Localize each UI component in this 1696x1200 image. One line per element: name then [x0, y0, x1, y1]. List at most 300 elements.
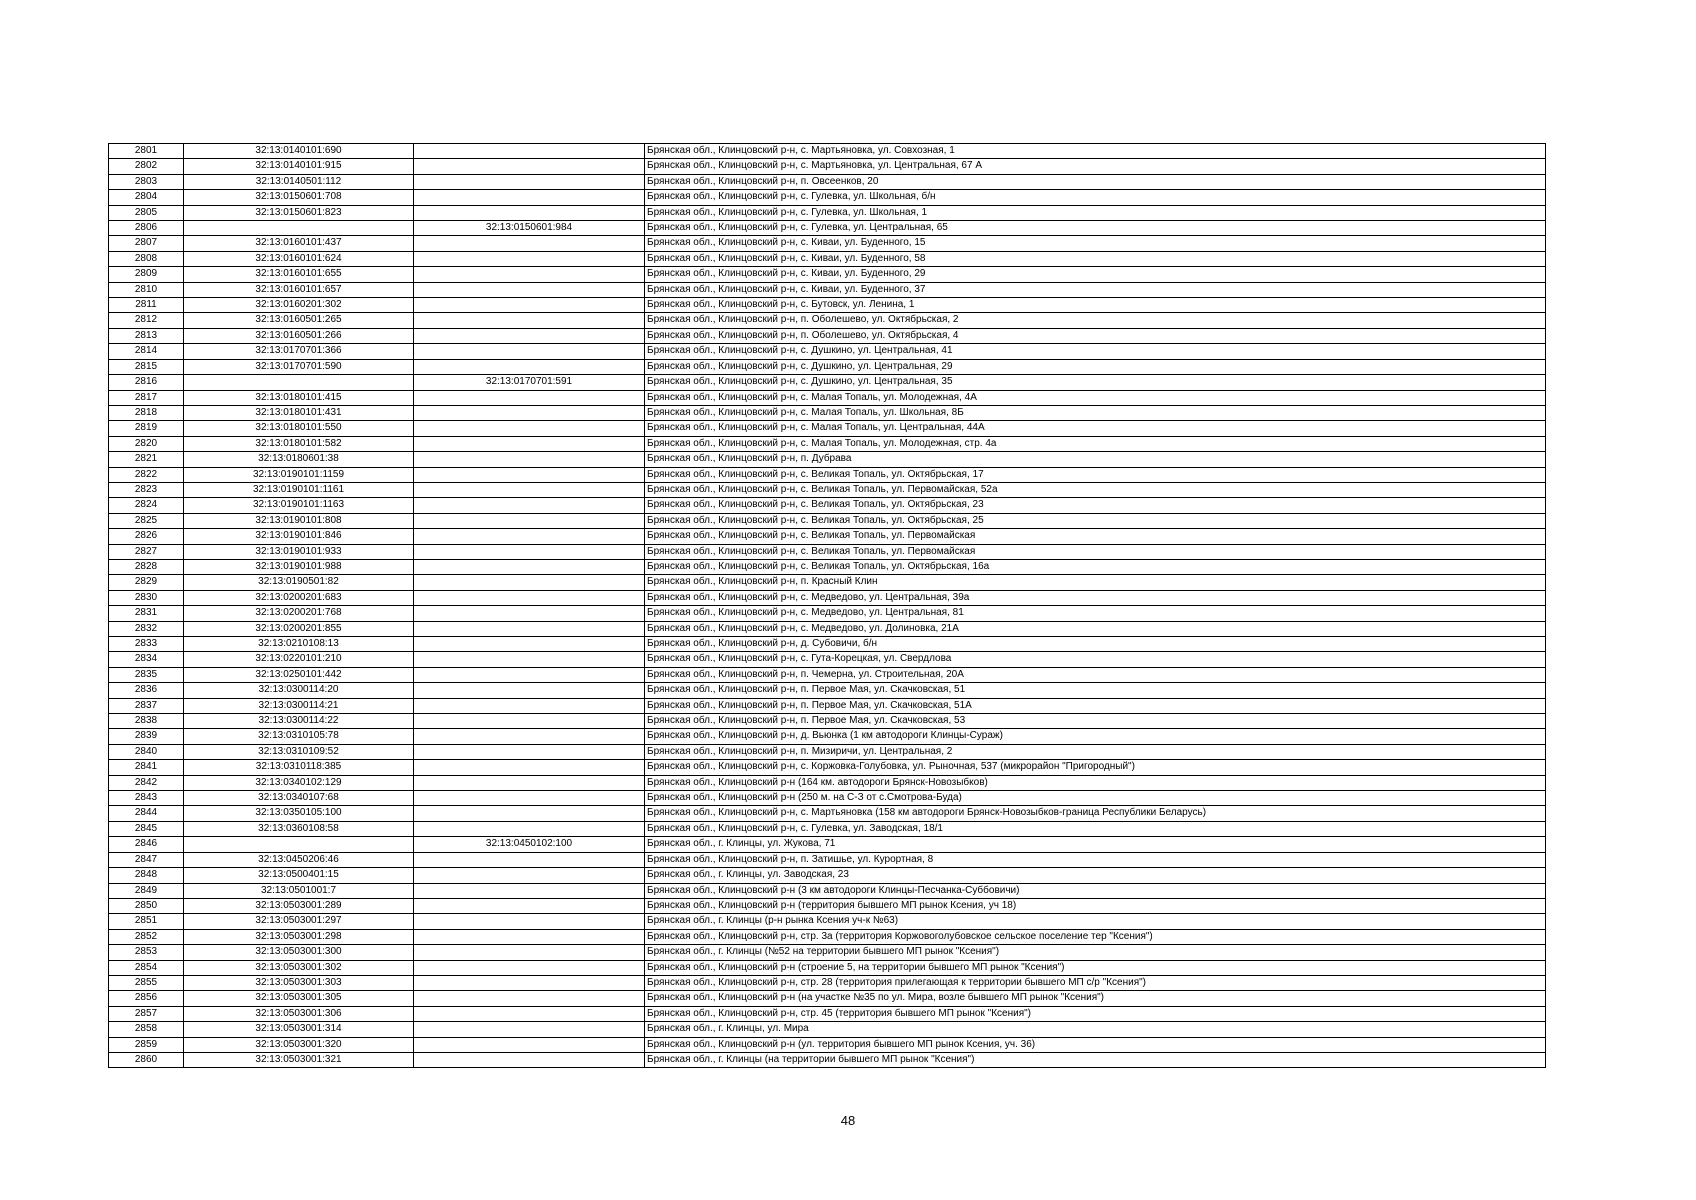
address-cell: Брянская обл., Клинцовский р-н, с. Великая Топаль, ул. Октябрьская, 17	[645, 467, 1546, 482]
cadastral-number-alt-cell	[414, 667, 645, 682]
cadastral-number-cell: 32:13:0190101:1163	[184, 498, 414, 513]
address-cell: Брянская обл., г. Клинцы, ул. Заводская, 23	[645, 868, 1546, 883]
cadastral-number-alt-cell	[414, 467, 645, 482]
table-row	[109, 637, 1546, 652]
cadastral-number-alt-cell	[414, 452, 645, 467]
row-number-cell: 2846	[109, 837, 184, 852]
address-cell: Брянская обл., Клинцовский р-н, стр. 3а (территория Коржовоголубовское сельское поселение тер "Ксения")	[645, 929, 1546, 944]
address-cell: Брянская обл., Клинцовский р-н, с. Бутовск, ул. Ленина, 1	[645, 298, 1546, 313]
cadastral-number-cell: 32:13:0210108:13	[184, 637, 414, 652]
table-row	[109, 405, 1546, 420]
cadastral-number-cell: 32:13:0340102:129	[184, 775, 414, 790]
row-number-cell: 2809	[109, 267, 184, 282]
cadastral-number-cell: 32:13:0150601:708	[184, 190, 414, 205]
row-number-cell: 2811	[109, 298, 184, 313]
cadastral-number-alt-cell	[414, 945, 645, 960]
cadastral-number-cell: 32:13:0180101:550	[184, 421, 414, 436]
table-row	[109, 190, 1546, 205]
table-row	[109, 837, 1546, 852]
cadastral-number-cell: 32:13:0170701:366	[184, 344, 414, 359]
cadastral-number-alt-cell	[414, 821, 645, 836]
address-cell: Брянская обл., Клинцовский р-н, п. Дубрава	[645, 452, 1546, 467]
table-row	[109, 498, 1546, 513]
cadastral-number-alt-cell	[414, 729, 645, 744]
address-cell: Брянская обл., Клинцовский р-н, с. Великая Топаль, ул. Октябрьская, 23	[645, 498, 1546, 513]
cadastral-number-alt-cell	[414, 328, 645, 343]
cadastral-number-alt-cell	[414, 1022, 645, 1037]
cadastral-number-alt-cell: 32:13:0170701:591	[414, 375, 645, 390]
cadastral-number-cell: 32:13:0503001:320	[184, 1037, 414, 1052]
address-cell: Брянская обл., Клинцовский р-н, с. Гулевка, ул. Центральная, 65	[645, 221, 1546, 236]
row-number-cell: 2855	[109, 975, 184, 990]
table-row	[109, 606, 1546, 621]
address-cell: Брянская обл., Клинцовский р-н, с. Киваи, ул. Буденного, 15	[645, 236, 1546, 251]
table-row	[109, 375, 1546, 390]
cadastral-number-alt-cell	[414, 775, 645, 790]
row-number-cell: 2845	[109, 821, 184, 836]
cadastral-number-cell: 32:13:0160101:437	[184, 236, 414, 251]
cadastral-number-alt-cell	[414, 621, 645, 636]
address-cell: Брянская обл., Клинцовский р-н, с. Киваи, ул. Буденного, 37	[645, 282, 1546, 297]
address-cell: Брянская обл., Клинцовский р-н, с. Малая Топаль, ул. Школьная, 8Б	[645, 405, 1546, 420]
address-cell: Брянская обл., Клинцовский р-н, п. Чемерна, ул. Строительная, 20А	[645, 667, 1546, 682]
cadastral-number-alt-cell	[414, 575, 645, 590]
address-cell: Брянская обл., Клинцовский р-н, с. Душкино, ул. Центральная, 35	[645, 375, 1546, 390]
cadastral-number-alt-cell	[414, 359, 645, 374]
table-row	[109, 991, 1546, 1006]
cadastral-number-cell: 32:13:0503001:302	[184, 960, 414, 975]
address-cell: Брянская обл., Клинцовский р-н, с. Гулевка, ул. Школьная, б/н	[645, 190, 1546, 205]
address-cell: Брянская обл., Клинцовский р-н, с. Малая Топаль, ул. Центральная, 44А	[645, 421, 1546, 436]
row-number-cell: 2840	[109, 744, 184, 759]
table-row	[109, 652, 1546, 667]
row-number-cell: 2857	[109, 1006, 184, 1021]
cadastral-number-alt-cell	[414, 791, 645, 806]
cadastral-number-cell: 32:13:0180601:38	[184, 452, 414, 467]
address-cell: Брянская обл., Клинцовский р-н, с. Гулевка, ул. Школьная, 1	[645, 205, 1546, 220]
cadastral-number-cell: 32:13:0300114:20	[184, 683, 414, 698]
table-row	[109, 421, 1546, 436]
cadastral-number-alt-cell	[414, 544, 645, 559]
cadastral-number-alt-cell	[414, 868, 645, 883]
cadastral-number-cell: 32:13:0500401:15	[184, 868, 414, 883]
table-row	[109, 544, 1546, 559]
cadastral-number-alt-cell	[414, 1052, 645, 1067]
cadastral-number-cell: 32:13:0220101:210	[184, 652, 414, 667]
row-number-cell: 2847	[109, 852, 184, 867]
address-cell: Брянская обл., Клинцовский р-н, с. Киваи, ул. Буденного, 58	[645, 251, 1546, 266]
cadastral-number-alt-cell	[414, 929, 645, 944]
cadastral-number-alt-cell	[414, 960, 645, 975]
cadastral-number-alt-cell	[414, 159, 645, 174]
table-row	[109, 236, 1546, 251]
cadastral-number-cell: 32:13:0200201:683	[184, 590, 414, 605]
cadastral-number-cell: 32:13:0140501:112	[184, 174, 414, 189]
cadastral-number-cell: 32:13:0180101:582	[184, 436, 414, 451]
cadastral-number-cell: 32:13:0190101:1161	[184, 482, 414, 497]
row-number-cell: 2844	[109, 806, 184, 821]
table-row	[109, 729, 1546, 744]
cadastral-number-cell: 32:13:0503001:321	[184, 1052, 414, 1067]
row-number-cell: 2823	[109, 482, 184, 497]
cadastral-number-cell: 32:13:0150601:823	[184, 205, 414, 220]
cadastral-number-alt-cell	[414, 744, 645, 759]
row-number-cell: 2822	[109, 467, 184, 482]
row-number-cell: 2805	[109, 205, 184, 220]
row-number-cell: 2819	[109, 421, 184, 436]
cadastral-number-alt-cell	[414, 1037, 645, 1052]
row-number-cell: 2814	[109, 344, 184, 359]
row-number-cell: 2812	[109, 313, 184, 328]
address-cell: Брянская обл., Клинцовский р-н, стр. 45 (территория бывшего МП рынок "Ксения")	[645, 1006, 1546, 1021]
table-row	[109, 744, 1546, 759]
cadastral-number-cell: 32:13:0160501:266	[184, 328, 414, 343]
row-number-cell: 2820	[109, 436, 184, 451]
row-number-cell: 2835	[109, 667, 184, 682]
cadastral-number-cell: 32:13:0190101:808	[184, 513, 414, 528]
address-cell: Брянская обл., Клинцовский р-н, с. Душкино, ул. Центральная, 41	[645, 344, 1546, 359]
address-cell: Брянская обл., г. Клинцы (на территории бывшего МП рынок "Ксения")	[645, 1052, 1546, 1067]
table-row	[109, 821, 1546, 836]
address-cell: Брянская обл., Клинцовский р-н (250 м. на С-З от с.Смотрова-Буда)	[645, 791, 1546, 806]
address-cell: Брянская обл., Клинцовский р-н, с. Малая Топаль, ул. Молодежная, 4А	[645, 390, 1546, 405]
row-number-cell: 2851	[109, 914, 184, 929]
cadastral-number-cell: 32:13:0503001:297	[184, 914, 414, 929]
cadastral-number-cell: 32:13:0310109:52	[184, 744, 414, 759]
table-row	[109, 898, 1546, 913]
address-cell: Брянская обл., Клинцовский р-н, п. Овсеенков, 20	[645, 174, 1546, 189]
cadastral-number-cell	[184, 837, 414, 852]
address-cell: Брянская обл., Клинцовский р-н, п. Первое Мая, ул. Скачковская, 51А	[645, 698, 1546, 713]
address-cell: Брянская обл., Клинцовский р-н, п. Первое Мая, ул. Скачковская, 53	[645, 714, 1546, 729]
row-number-cell: 2834	[109, 652, 184, 667]
table-row	[109, 436, 1546, 451]
cadastral-number-alt-cell	[414, 714, 645, 729]
address-cell: Брянская обл., Клинцовский р-н, с. Гулевка, ул. Заводская, 18/1	[645, 821, 1546, 836]
table-row	[109, 267, 1546, 282]
address-cell: Брянская обл., Клинцовский р-н, с. Великая Топаль, ул. Октябрьская, 16а	[645, 559, 1546, 574]
row-number-cell: 2818	[109, 405, 184, 420]
address-cell: Брянская обл., Клинцовский р-н, с. Медведово, ул. Долиновка, 21А	[645, 621, 1546, 636]
table-row	[109, 452, 1546, 467]
row-number-cell: 2828	[109, 559, 184, 574]
cadastral-number-cell: 32:13:0503001:298	[184, 929, 414, 944]
cadastral-number-cell: 32:13:0190101:846	[184, 529, 414, 544]
cadastral-number-cell: 32:13:0160101:624	[184, 251, 414, 266]
row-number-cell: 2837	[109, 698, 184, 713]
row-number-cell: 2849	[109, 883, 184, 898]
table-row	[109, 221, 1546, 236]
cadastral-number-alt-cell	[414, 251, 645, 266]
table-row	[109, 852, 1546, 867]
row-number-cell: 2830	[109, 590, 184, 605]
address-cell: Брянская обл., Клинцовский р-н, п. Красный Клин	[645, 575, 1546, 590]
address-cell: Брянская обл., Клинцовский р-н, с. Великая Топаль, ул. Первомайская	[645, 544, 1546, 559]
row-number-cell: 2806	[109, 221, 184, 236]
table-body	[109, 144, 1546, 1068]
cadastral-number-alt-cell	[414, 267, 645, 282]
cadastral-number-alt-cell	[414, 914, 645, 929]
cadastral-number-alt-cell	[414, 482, 645, 497]
row-number-cell: 2801	[109, 144, 184, 159]
row-number-cell: 2803	[109, 174, 184, 189]
address-cell: Брянская обл., Клинцовский р-н, с. Великая Топаль, ул. Первомайская	[645, 529, 1546, 544]
cadastral-number-alt-cell	[414, 760, 645, 775]
row-number-cell: 2813	[109, 328, 184, 343]
cadastral-number-alt-cell	[414, 236, 645, 251]
table-row	[109, 359, 1546, 374]
table-row	[109, 975, 1546, 990]
cadastral-number-alt-cell	[414, 498, 645, 513]
table-row	[109, 698, 1546, 713]
table-row	[109, 251, 1546, 266]
page-number: 48	[840, 1113, 856, 1128]
table-row	[109, 467, 1546, 482]
row-number-cell: 2817	[109, 390, 184, 405]
row-number-cell: 2843	[109, 791, 184, 806]
cadastral-number-alt-cell	[414, 652, 645, 667]
cadastral-number-cell: 32:13:0160101:655	[184, 267, 414, 282]
table-row	[109, 945, 1546, 960]
address-cell: Брянская обл., Клинцовский р-н, с. Гута-Корецкая, ул. Свердлова	[645, 652, 1546, 667]
address-cell: Брянская обл., г. Клинцы, ул. Мира	[645, 1022, 1546, 1037]
row-number-cell: 2816	[109, 375, 184, 390]
cadastral-number-cell: 32:13:0180101:431	[184, 405, 414, 420]
cadastral-number-cell: 32:13:0160101:657	[184, 282, 414, 297]
cadastral-number-alt-cell	[414, 513, 645, 528]
cadastral-number-alt-cell	[414, 637, 645, 652]
table-row	[109, 282, 1546, 297]
address-cell: Брянская обл., Клинцовский р-н, с. Душкино, ул. Центральная, 29	[645, 359, 1546, 374]
table-row	[109, 883, 1546, 898]
row-number-cell: 2853	[109, 945, 184, 960]
cadastral-number-alt-cell: 32:13:0450102:100	[414, 837, 645, 852]
row-number-cell: 2841	[109, 760, 184, 775]
address-cell: Брянская обл., Клинцовский р-н, с. Коржовка-Голубовка, ул. Рыночная, 537 (микрорайон "Пригородный")	[645, 760, 1546, 775]
address-cell: Брянская обл., Клинцовский р-н, с. Мартьяновка (158 км автодороги Брянск-Новозыбков-граница Республики Беларусь)	[645, 806, 1546, 821]
address-cell: Брянская обл., Клинцовский р-н, с. Медведово, ул. Центральная, 81	[645, 606, 1546, 621]
row-number-cell: 2825	[109, 513, 184, 528]
address-cell: Брянская обл., Клинцовский р-н, с. Малая Топаль, ул. Молодежная, стр. 4а	[645, 436, 1546, 451]
cadastral-number-alt-cell	[414, 174, 645, 189]
row-number-cell: 2850	[109, 898, 184, 913]
table-row	[109, 1037, 1546, 1052]
address-cell: Брянская обл., Клинцовский р-н, п. Оболешево, ул. Октябрьская, 4	[645, 328, 1546, 343]
table-row	[109, 344, 1546, 359]
row-number-cell: 2859	[109, 1037, 184, 1052]
table-row	[109, 205, 1546, 220]
cadastral-number-alt-cell	[414, 806, 645, 821]
table-row	[109, 929, 1546, 944]
row-number-cell: 2804	[109, 190, 184, 205]
cadastral-number-alt-cell	[414, 282, 645, 297]
cadastral-number-cell: 32:13:0300114:22	[184, 714, 414, 729]
cadastral-number-alt-cell	[414, 852, 645, 867]
cadastral-number-cell: 32:13:0503001:305	[184, 991, 414, 1006]
cadastral-number-alt-cell	[414, 529, 645, 544]
cadastral-number-alt-cell	[414, 344, 645, 359]
cadastral-number-cell: 32:13:0350105:100	[184, 806, 414, 821]
table-row	[109, 590, 1546, 605]
cadastral-number-cell: 32:13:0501001:7	[184, 883, 414, 898]
table-row	[109, 960, 1546, 975]
cadastral-number-cell: 32:13:0190101:933	[184, 544, 414, 559]
cadastral-number-cell: 32:13:0140101:690	[184, 144, 414, 159]
address-cell: Брянская обл., г. Клинцы (№52 на территории бывшего МП рынок "Ксения")	[645, 945, 1546, 960]
cadastral-number-alt-cell	[414, 606, 645, 621]
cadastral-number-alt-cell	[414, 1006, 645, 1021]
property-table	[108, 143, 1546, 1068]
cadastral-number-cell: 32:13:0310105:78	[184, 729, 414, 744]
row-number-cell: 2827	[109, 544, 184, 559]
row-number-cell: 2860	[109, 1052, 184, 1067]
row-number-cell: 2815	[109, 359, 184, 374]
table-row	[109, 174, 1546, 189]
address-cell: Брянская обл., Клинцовский р-н, с. Мартьяновка, ул. Совхозная, 1	[645, 144, 1546, 159]
row-number-cell: 2821	[109, 452, 184, 467]
table-row	[109, 1052, 1546, 1067]
cadastral-number-alt-cell	[414, 421, 645, 436]
address-cell: Брянская обл., Клинцовский р-н, п. Первое Мая, ул. Скачковская, 51	[645, 683, 1546, 698]
table-row	[109, 144, 1546, 159]
cadastral-number-cell: 32:13:0503001:303	[184, 975, 414, 990]
cadastral-number-cell: 32:13:0503001:289	[184, 898, 414, 913]
row-number-cell: 2854	[109, 960, 184, 975]
cadastral-number-alt-cell	[414, 144, 645, 159]
row-number-cell: 2833	[109, 637, 184, 652]
cadastral-number-cell: 32:13:0360108:58	[184, 821, 414, 836]
address-cell: Брянская обл., Клинцовский р-н, д. Субовичи, б/н	[645, 637, 1546, 652]
table-row	[109, 791, 1546, 806]
address-cell: Брянская обл., Клинцовский р-н, п. Оболешево, ул. Октябрьская, 2	[645, 313, 1546, 328]
address-cell: Брянская обл., Клинцовский р-н (на участке №35 по ул. Мира, возле бывшего МП рынок "Ксения")	[645, 991, 1546, 1006]
address-cell: Брянская обл., Клинцовский р-н, с. Киваи, ул. Буденного, 29	[645, 267, 1546, 282]
cadastral-number-alt-cell	[414, 975, 645, 990]
address-cell: Брянская обл., Клинцовский р-н (строение 5, на территории бывшего МП рынок "Ксения")	[645, 960, 1546, 975]
cadastral-number-cell: 32:13:0310118:385	[184, 760, 414, 775]
cadastral-number-cell: 32:13:0503001:306	[184, 1006, 414, 1021]
address-cell: Брянская обл., Клинцовский р-н (164 км. автодороги Брянск-Новозыбков)	[645, 775, 1546, 790]
row-number-cell: 2839	[109, 729, 184, 744]
cadastral-number-alt-cell	[414, 883, 645, 898]
cadastral-number-cell: 32:13:0200201:855	[184, 621, 414, 636]
address-cell: Брянская обл., Клинцовский р-н, д. Вьюнка (1 км автодороги Клинцы-Сураж)	[645, 729, 1546, 744]
table-row	[109, 760, 1546, 775]
address-cell: Брянская обл., Клинцовский р-н (ул. территория бывшего МП рынок Ксения, уч. 36)	[645, 1037, 1546, 1052]
address-cell: Брянская обл., Клинцовский р-н, п. Мизиричи, ул. Центральная, 2	[645, 744, 1546, 759]
table-row	[109, 806, 1546, 821]
row-number-cell: 2807	[109, 236, 184, 251]
cadastral-number-cell: 32:13:0180101:415	[184, 390, 414, 405]
cadastral-number-alt-cell: 32:13:0150601:984	[414, 221, 645, 236]
row-number-cell: 2852	[109, 929, 184, 944]
table-row	[109, 298, 1546, 313]
address-cell: Брянская обл., Клинцовский р-н (3 км автодороги Клинцы-Песчанка-Суббовичи)	[645, 883, 1546, 898]
cadastral-number-alt-cell	[414, 205, 645, 220]
row-number-cell: 2832	[109, 621, 184, 636]
table-row	[109, 868, 1546, 883]
cadastral-number-alt-cell	[414, 298, 645, 313]
row-number-cell: 2829	[109, 575, 184, 590]
cadastral-number-cell: 32:13:0503001:314	[184, 1022, 414, 1037]
cadastral-number-cell: 32:13:0503001:300	[184, 945, 414, 960]
row-number-cell: 2856	[109, 991, 184, 1006]
table-row	[109, 390, 1546, 405]
row-number-cell: 2810	[109, 282, 184, 297]
table-row	[109, 1022, 1546, 1037]
row-number-cell: 2858	[109, 1022, 184, 1037]
cadastral-number-cell	[184, 221, 414, 236]
cadastral-number-cell	[184, 375, 414, 390]
table-row	[109, 513, 1546, 528]
table-row	[109, 559, 1546, 574]
cadastral-number-cell: 32:13:0200201:768	[184, 606, 414, 621]
address-cell: Брянская обл., Клинцовский р-н, с. Медведово, ул. Центральная, 39а	[645, 590, 1546, 605]
cadastral-number-alt-cell	[414, 698, 645, 713]
row-number-cell: 2831	[109, 606, 184, 621]
cadastral-number-cell: 32:13:0250101:442	[184, 667, 414, 682]
address-cell: Брянская обл., Клинцовский р-н (территория бывшего МП рынок Ксения, уч 18)	[645, 898, 1546, 913]
row-number-cell: 2836	[109, 683, 184, 698]
table-row	[109, 914, 1546, 929]
row-number-cell: 2848	[109, 868, 184, 883]
row-number-cell: 2826	[109, 529, 184, 544]
table-row	[109, 575, 1546, 590]
row-number-cell: 2808	[109, 251, 184, 266]
table-row	[109, 159, 1546, 174]
address-cell: Брянская обл., г. Клинцы, ул. Жукова, 71	[645, 837, 1546, 852]
cadastral-number-cell: 32:13:0140101:915	[184, 159, 414, 174]
cadastral-number-alt-cell	[414, 405, 645, 420]
address-cell: Брянская обл., Клинцовский р-н, с. Великая Топаль, ул. Первомайская, 52а	[645, 482, 1546, 497]
row-number-cell: 2842	[109, 775, 184, 790]
cadastral-number-alt-cell	[414, 559, 645, 574]
cadastral-number-cell: 32:13:0450206:46	[184, 852, 414, 867]
cadastral-number-alt-cell	[414, 190, 645, 205]
cadastral-number-cell: 32:13:0190101:1159	[184, 467, 414, 482]
cadastral-number-cell: 32:13:0190501:82	[184, 575, 414, 590]
address-cell: Брянская обл., г. Клинцы (р-н рынка Ксения уч-к №63)	[645, 914, 1546, 929]
cadastral-number-alt-cell	[414, 436, 645, 451]
cadastral-number-cell: 32:13:0160501:265	[184, 313, 414, 328]
table-row	[109, 667, 1546, 682]
row-number-cell: 2824	[109, 498, 184, 513]
address-cell: Брянская обл., Клинцовский р-н, п. Затишье, ул. Курортная, 8	[645, 852, 1546, 867]
address-cell: Брянская обл., Клинцовский р-н, с. Великая Топаль, ул. Октябрьская, 25	[645, 513, 1546, 528]
cadastral-number-alt-cell	[414, 590, 645, 605]
table-row	[109, 714, 1546, 729]
cadastral-number-alt-cell	[414, 390, 645, 405]
cadastral-number-cell: 32:13:0300114:21	[184, 698, 414, 713]
address-cell: Брянская обл., Клинцовский р-н, с. Мартьяновка, ул. Центральная, 67 А	[645, 159, 1546, 174]
cadastral-number-cell: 32:13:0340107:68	[184, 791, 414, 806]
table-row	[109, 529, 1546, 544]
table-row	[109, 621, 1546, 636]
row-number-cell: 2838	[109, 714, 184, 729]
table-row	[109, 1006, 1546, 1021]
table-row	[109, 482, 1546, 497]
table-row	[109, 683, 1546, 698]
cadastral-number-alt-cell	[414, 898, 645, 913]
table-row	[109, 775, 1546, 790]
address-cell: Брянская обл., Клинцовский р-н, стр. 28 (территория прилегающая к территории бывшего МП с/р "Ксения")	[645, 975, 1546, 990]
cadastral-number-alt-cell	[414, 683, 645, 698]
cadastral-number-cell: 32:13:0190101:988	[184, 559, 414, 574]
table-row	[109, 328, 1546, 343]
cadastral-number-alt-cell	[414, 313, 645, 328]
cadastral-number-alt-cell	[414, 991, 645, 1006]
table-row	[109, 313, 1546, 328]
